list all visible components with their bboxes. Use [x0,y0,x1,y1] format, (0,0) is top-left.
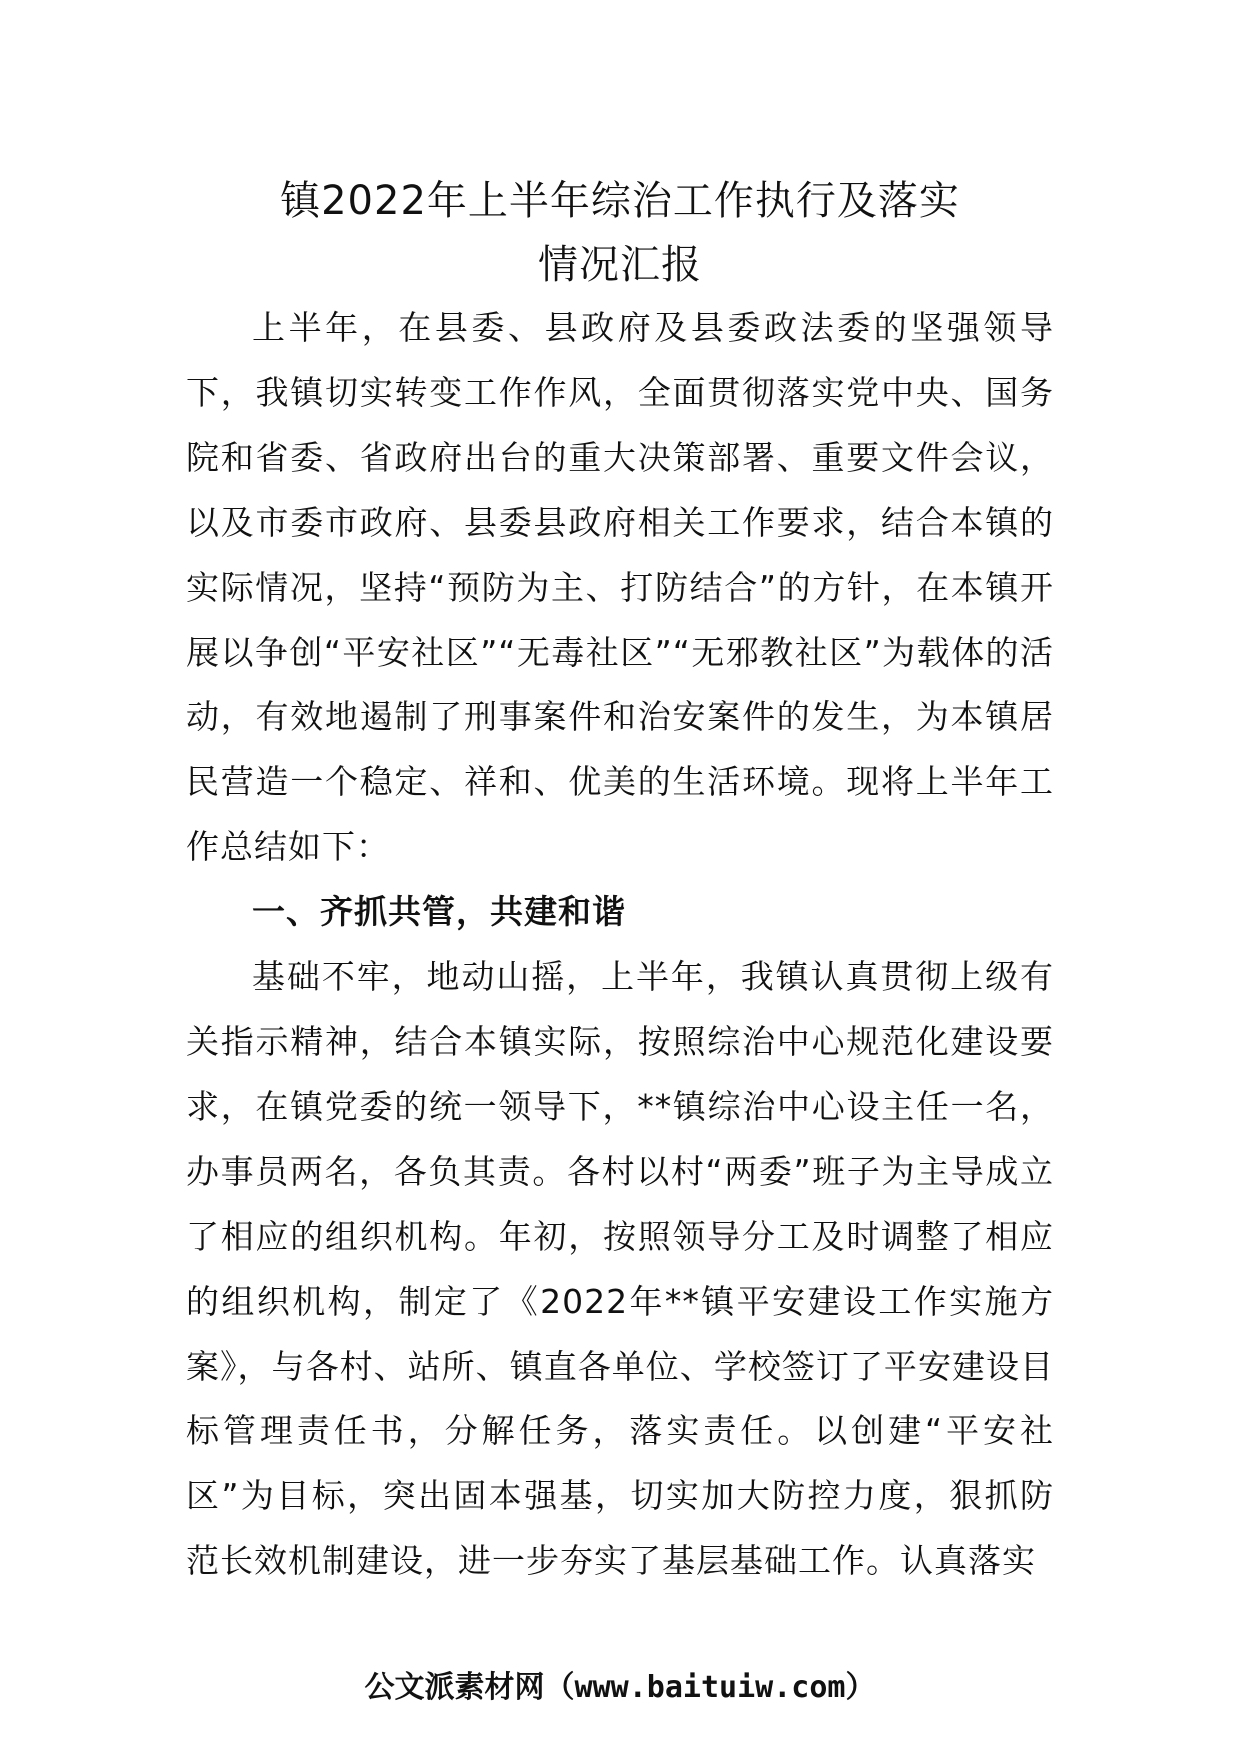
document-body [186,296,1054,1594]
section-paragraph: 基础不牢，地动山摇，上半年，我镇认真贯彻上级有关指示精神，结合本镇实际，按照综治中心规范化建设要求，在镇党委的统一领导下，**镇综治中心设主任一名，办事员两名，各负其责。各村以村“两委”班子为主导成立了相应的组织机构。年初，按照领导分工及时调整了相应的组织机构，制定了《2022年**镇平安建设工作实施方案》，与各村、站所、镇直各单位、学校签订了平安建设目标管理责任书，分解任务，落实责任。以创建“平安社区”为目标，突出固本强基，切实加大防控力度，狠抓防范长效机制建设，进一步夯实了基层基础工作。认真落实 [186,957,1054,1581]
intro-paragraph: 上半年，在县委、县政府及县委政法委的坚强领导下，我镇切实转变工作作风，全面贯彻落实党中央、国务院和省委、省政府出台的重大决策部署、重要文件会议，以及市委市政府、县委县政府相关工作要求，结合本镇的实际情况，坚持“预防为主、打防结合”的方针，在本镇开展以争创“平安社区”“无毒社区”“无邪教社区”为载体的活动，有效地遏制了刑事案件和治安案件的发生，为本镇居民营造一个稳定、祥和、优美的生活环境。现将上半年工作总结如下： [186,308,1054,867]
footer-site-name: 公文派素材网 [364,1670,545,1705]
section-heading: 一、齐抓共管，共建和谐 [252,892,626,932]
footer-watermark [186,1668,1054,1708]
document-title-line-1: 镇2022年上半年综治工作执行及落实 [280,178,960,224]
footer-site-url: （www.baituiw.com） [544,1670,876,1705]
document-title-line-2: 情况汇报 [538,242,702,288]
